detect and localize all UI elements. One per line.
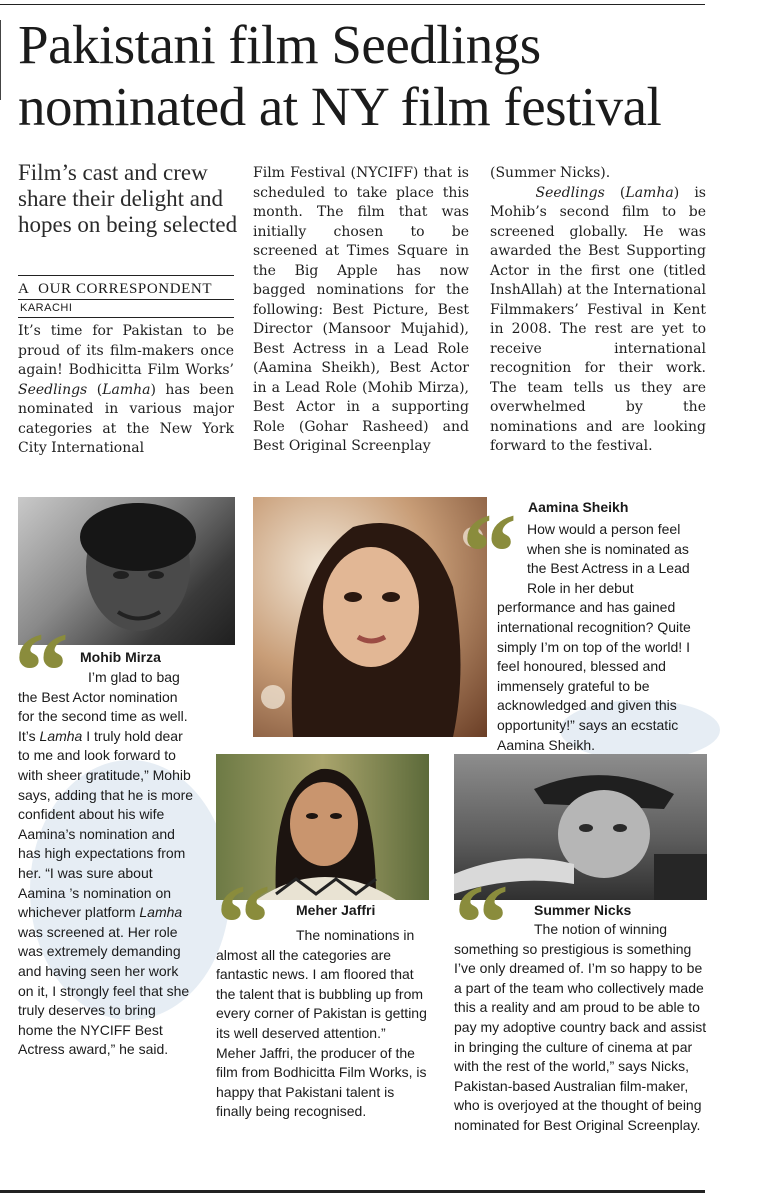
- quote-icon: “: [216, 862, 265, 984]
- dateline: KARACHI: [20, 302, 73, 314]
- headline-line-1: Pakistani film Seedlings: [18, 14, 541, 75]
- quote-icon: “: [454, 862, 503, 984]
- meher-speaker-name: Meher Jaffri: [296, 902, 376, 918]
- article-column-2: Film Festival (NYCIFF) that is scheduled to take place this month. The film that was initially chosen to be screened at Times Square in the Big Apple has now bagged nominations for the following: Best Picture, Best Director (Mansoor Mujahid), Best Actress in a Lead Role (Aamina Sheikh), Best Actor in a Lead Role (Mohib Mirza), Best Actor in a supporting Role (Gohar Rasheed) and Best Original Screenplay: [253, 165, 469, 454]
- aamina-quote-text: How would a person feel when she is nominated as the Best Actress in a Lead Role in her debut performance and has gained international recognition? Quite simply I’m on top of the world! I feel honoured, blessed and immensely grateful to be acknowledged and given this opportunity!” says an ecstatic Aamina Sheikh.: [497, 521, 691, 753]
- quote-icon: “: [462, 491, 511, 613]
- headline-line-2: nominated at NY film festival: [18, 76, 662, 137]
- byline-author: OUR CORRESPONDENT: [38, 281, 213, 297]
- aamina-sheikh-photo: [253, 497, 487, 737]
- byline-top-rule: [18, 275, 234, 276]
- byline-bottom-rule: [18, 299, 234, 300]
- article-column-3: (Summer Nicks). Seedlings (Lamha) is Mohib’s second film to be screened globally. He was awarded the Best Supporting Actor in the first one (titled InshAllah) at the International Filmmakers’ Festival in Kent in 2008. The rest are yet to receive international recognition for their work. The team tells us they are overwhelmed by the nominations and are looking forward to the festival.: [490, 165, 706, 454]
- headline: [18, 14, 738, 138]
- byline-prefix: A: [18, 281, 30, 297]
- summer-quote-text: The notion of winning something so prestigious is something I’ve only dreamed of. I’m so happy to be a part of the team who collectively made this a reality and am proud to be able to pay my adoptive country back and assist in bringing the culture of cinema at par with the rest of the world,” says Nicks, Pakistan-based Australian film-maker, who is overjoyed at the thought of being nominated for Best Original Screenplay.: [454, 921, 707, 1133]
- bottom-rule: [0, 1190, 705, 1193]
- mohib-quote-text: I’m glad to bag the Best Actor nomination for the second time as well. It’s Lamha I truly hold dear to me and look forward to with sheer gratitude,” Mohib says, adding that he is more confident about his wife Aamina’s nomination and has high expectations from her. “I was sure about Aamina ’s nomination on whichever platform Lamha was screened at. Her role was extremely demanding and having seen her work on it, I strongly feel that she truly deserves to bring home the NYCIFF Best Actress award,” he said.: [18, 669, 194, 1058]
- left-rule: [0, 20, 1, 100]
- top-rule: [0, 4, 705, 5]
- quote-icon: “: [14, 610, 63, 732]
- summer-speaker-name: Summer Nicks: [534, 902, 632, 918]
- byline: [18, 281, 234, 298]
- standfirst: Film’s cast and crew share their delight and hopes on being selected: [18, 160, 238, 237]
- meher-quote-text: The nominations in almost all the categories are fantastic news. I am floored that the talent that is bubbling up from every corner of Pakistan is getting its well deserved attention.” Meher Jaffri, the producer of the film from Bodhicitta Film Works, is happy that Pakistani talent is finally being recognised.: [216, 927, 427, 1120]
- aamina-sheikh-portrait-icon: [253, 497, 487, 737]
- mohib-speaker-name: Mohib Mirza: [80, 649, 161, 665]
- dateline-rule: [18, 317, 234, 318]
- aamina-speaker-name: Aamina Sheikh: [528, 499, 629, 515]
- article-column-1: It’s time for Pakistan to be proud of its film-makers once again! Bodhicitta Film Works’ Seedlings (Lamha) has been nominated in various major categories at the New York City International: [18, 323, 234, 456]
